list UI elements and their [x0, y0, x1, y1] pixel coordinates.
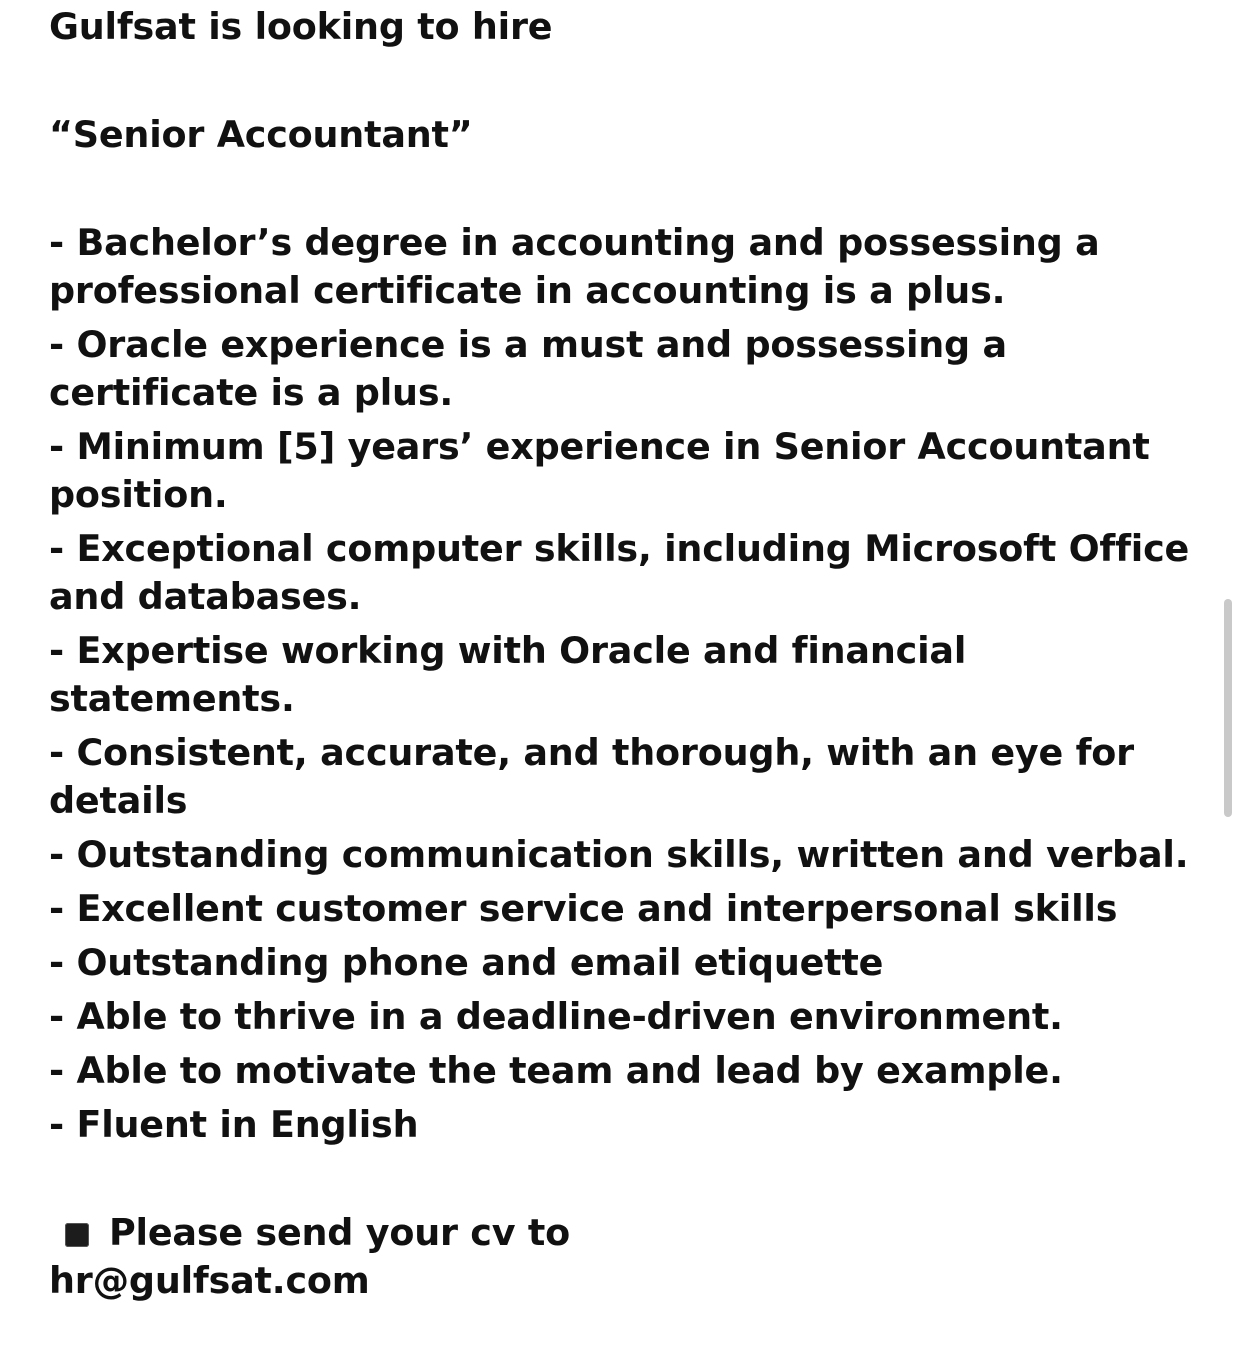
requirement-line: - Consistent, accurate, and thorough, with an eye for — [49, 731, 1134, 774]
headline: Gulfsat is looking to hire — [49, 5, 553, 48]
requirement-line: - Minimum [5] years’ experience in Senior Accountant — [49, 425, 1150, 468]
requirement-item — [49, 831, 1189, 879]
requirement-line: professional certificate in accounting is a plus. — [49, 269, 1006, 312]
job-title: “Senior Accountant” — [49, 113, 473, 156]
requirement-item — [49, 1101, 1189, 1149]
requirement-line: - Fluent in English — [49, 1103, 419, 1146]
requirement-item — [49, 885, 1189, 933]
requirement-item — [49, 627, 1189, 723]
cta-row — [49, 1209, 570, 1257]
requirement-line: and databases. — [49, 575, 362, 618]
requirement-line: position. — [49, 473, 228, 516]
requirement-line: - Expertise working with Oracle and financial — [49, 629, 967, 672]
requirement-line: - Exceptional computer skills, including Microsoft Office — [49, 527, 1190, 570]
requirement-line: - Able to motivate the team and lead by example. — [49, 1049, 1063, 1092]
black-square-icon — [65, 1223, 89, 1247]
requirement-line: statements. — [49, 677, 295, 720]
requirement-item — [49, 1047, 1189, 1095]
requirement-item — [49, 423, 1189, 519]
requirement-line: - Bachelor’s degree in accounting and possessing a — [49, 221, 1100, 264]
requirements-list — [49, 219, 1189, 1155]
requirement-line: - Oracle experience is a must and possessing a — [49, 323, 1007, 366]
requirement-item — [49, 939, 1189, 987]
requirement-item — [49, 321, 1189, 417]
cta-block — [49, 1209, 570, 1305]
requirement-item — [49, 729, 1189, 825]
contact-email[interactable]: hr@gulfsat.com — [49, 1259, 370, 1302]
requirement-line: certificate is a plus. — [49, 371, 454, 414]
requirement-line: details — [49, 779, 188, 822]
requirement-item — [49, 219, 1189, 315]
requirement-line: - Able to thrive in a deadline-driven environment. — [49, 995, 1063, 1038]
requirement-item — [49, 993, 1189, 1041]
vertical-scrollbar[interactable] — [1224, 599, 1232, 817]
requirement-line: - Outstanding communication skills, written and verbal. — [49, 833, 1189, 876]
requirement-item — [49, 525, 1189, 621]
requirement-line: - Excellent customer service and interpersonal skills — [49, 887, 1118, 930]
cta-text: Please send your cv to — [109, 1211, 570, 1254]
requirement-line: - Outstanding phone and email etiquette — [49, 941, 884, 984]
